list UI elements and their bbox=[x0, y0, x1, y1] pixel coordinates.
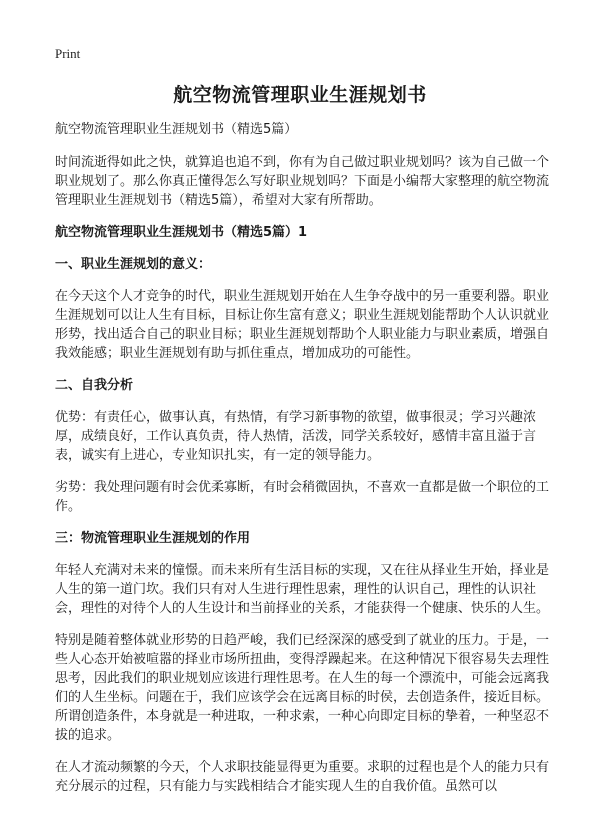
section3-heading: 三：物流管理职业生涯规划的作用 bbox=[55, 531, 251, 546]
section3-paragraph-3: 在人才流动频繁的今天，个人求职技能显得更为重要。求职的过程也是个人的能力只有充分展示的过程，只有能力与实践相结合才能实现人生的自我价值。虽然可以 bbox=[55, 760, 550, 794]
document-body bbox=[55, 120, 550, 809]
intro-paragraph: 时间流逝得如此之快，就算追也追不到，你有为自己做过职业规划吗？该为自己做一个职业规划了。那么你真正懂得怎么写好职业规划吗？下面是小编帮大家整理的航空物流管理职业生涯规划书（精选5篇），希望对大家有所帮助。 bbox=[55, 155, 550, 208]
document-subtitle: 航空物流管理职业生涯规划书（精选5篇） bbox=[55, 122, 298, 137]
weaknesses-paragraph: 劣势：我处理问题有时会优柔寡断，有时会稍微固执，不喜欢一直都是做一个职位的工作。 bbox=[55, 480, 550, 514]
section1-paragraph: 在今天这个人才竞争的时代，职业生涯规划开始在人生争夺战中的另一重要利器。职业生涯规划可以让人生有目标，目标让你生富有意义；职业生涯规划能帮助个人认识就业形势，找出适合自己的职业目标；职业生涯规划帮助个人职业能力与职业素质，增强自我效能感；职业生涯规划有助与抓住重点，增加成功的可能性。 bbox=[55, 289, 550, 361]
section1-heading: 一、职业生涯规划的意义： bbox=[55, 257, 212, 272]
document-title: 航空物流管理职业生涯规划书 bbox=[173, 84, 427, 106]
section3-paragraph-2: 特别是随着整体就业形势的日趋严峻，我们已经深深的感受到了就业的压力。于是，一些人心态开始被喧嚣的择业市场所扭曲，变得浮躁起来。在这种情况下很容易失去理性思考，因此我们的职业规划应该进行理性思考。在人生的每一个漂流中，可能会远离我们的人生坐标。问题在于，我们应该学会在远离目标的时侯，去创造条件，接近目标。所谓创造条件，本身就是一种进取，一种求索，一种心向即定目标的挚着，一种坚忍不拔的追求。 bbox=[55, 633, 550, 743]
article-heading: 航空物流管理职业生涯规划书（精选5篇）1 bbox=[55, 225, 308, 240]
strengths-paragraph: 优势：有责任心，做事认真，有热情，有学习新事物的欲望，做事很灵；学习兴趣浓厚，成绩良好，工作认真负责，待人热情，活泼，同学关系较好，感情丰富且溢于言表，诚实有上进心，专业知识扎实，有一定的领导能力。 bbox=[55, 410, 537, 463]
section3-paragraph-1: 年轻人充满对未来的憧憬。而未来所有生活目标的实现，又在往从择业生开始，择业是人生的第一道门坎。我们只有对人生进行理性思索，理性的认识自己，理性的认识社会，理性的对待个人的人生设计和当前择业的关系，才能获得一个健康、快乐的人生。 bbox=[55, 563, 550, 616]
print-link[interactable]: Print bbox=[55, 46, 81, 61]
section2-heading: 二、自我分析 bbox=[55, 378, 134, 393]
